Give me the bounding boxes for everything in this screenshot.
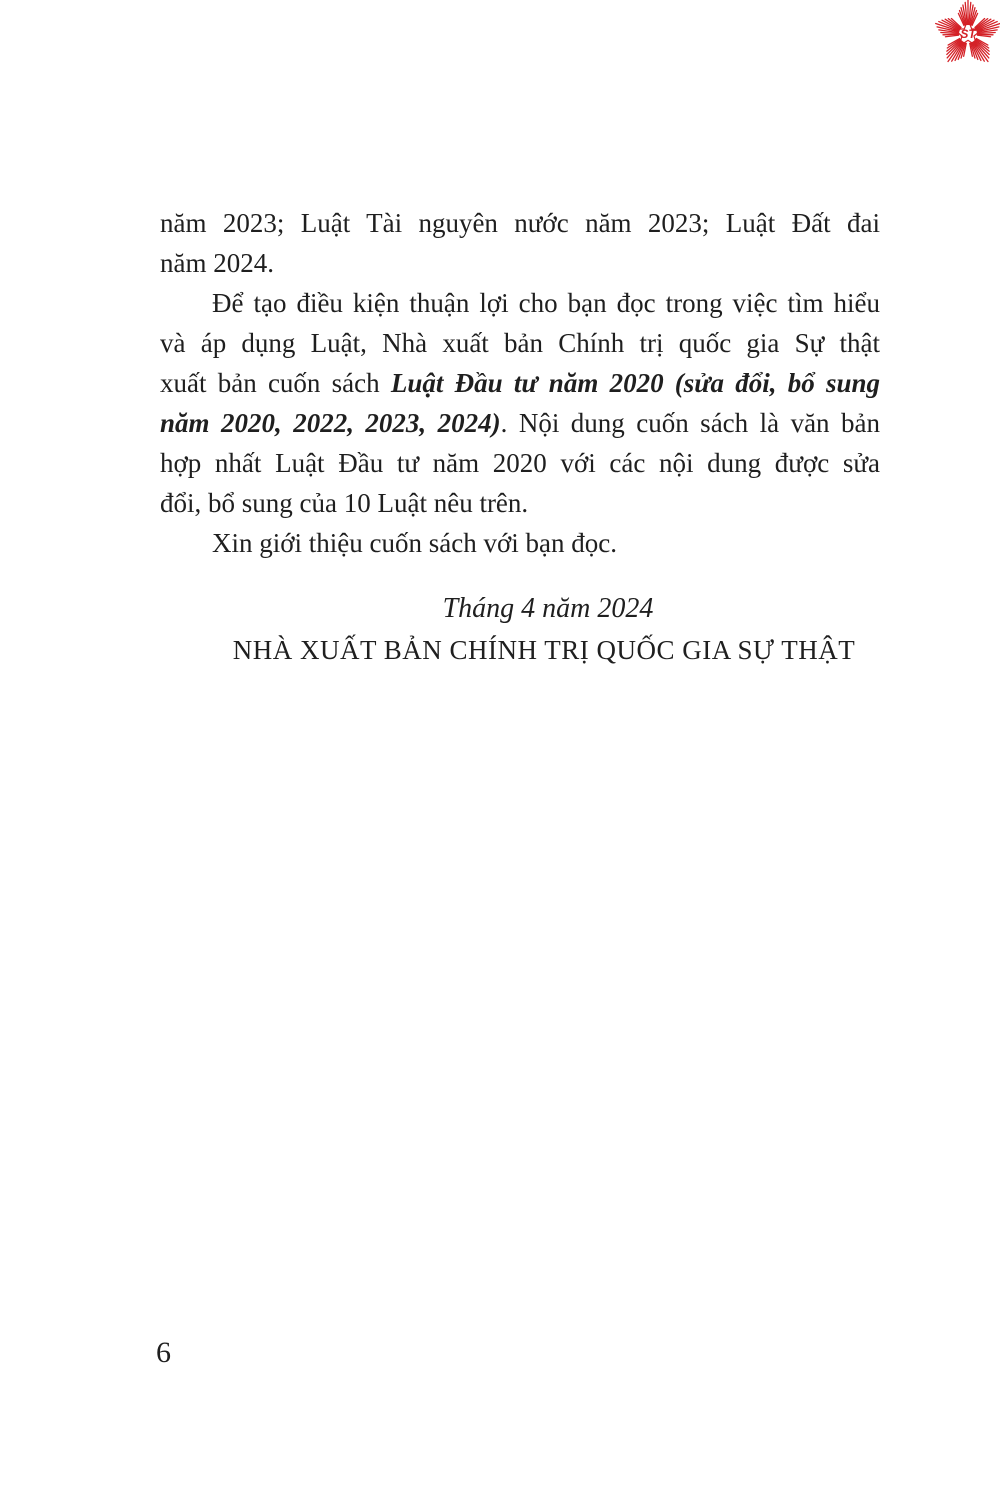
- book-title-emphasis: Luật Đầu tư năm 2020 (sửa đổi, bổ sung: [390, 368, 880, 398]
- text-segment: và áp dụng Luật, Nhà xuất bản Chính trị quốc gia Sự thật: [160, 328, 880, 358]
- paragraphs: [160, 203, 880, 563]
- text-line: [160, 443, 880, 483]
- text-segment: đổi, bổ sung của 10 Luật nêu trên.: [160, 488, 529, 518]
- book-title-emphasis: năm 2020, 2022, 2023, 2024): [160, 408, 501, 438]
- text-segment: năm 2024.: [160, 248, 274, 278]
- page-number: 6: [156, 1336, 171, 1369]
- text-segment: xuất bản cuốn sách: [160, 368, 391, 398]
- su-that-publisher-star-logo: [928, 0, 1000, 74]
- text-segment: Để tạo điều kiện thuận lợi cho bạn đọc trong việc tìm hiểu: [212, 288, 880, 318]
- text-line: [160, 403, 880, 443]
- text-segment: năm 2023; Luật Tài nguyên nước năm 2023; Luật Đất đai: [160, 208, 880, 238]
- text-line: [160, 283, 880, 323]
- text-line: [160, 203, 880, 243]
- logo-monogram: ST: [960, 27, 976, 41]
- text-segment: . Nội dung cuốn sách là văn bản: [500, 408, 880, 438]
- date-line: Tháng 4 năm 2024: [442, 593, 654, 624]
- text-line: [160, 483, 880, 523]
- text-segment: hợp nhất Luật Đầu tư năm 2020 với các nội dung được sửa: [160, 448, 880, 478]
- text-block: [160, 203, 880, 671]
- text-line: [160, 363, 880, 403]
- text-line: [160, 243, 880, 283]
- text-line: [160, 323, 880, 363]
- publisher-line: NHÀ XUẤT BẢN CHÍNH TRỊ QUỐC GIA SỰ THẬT: [232, 635, 856, 665]
- text-segment: Xin giới thiệu cuốn sách với bạn đọc.: [212, 528, 617, 558]
- text-line: [160, 523, 880, 563]
